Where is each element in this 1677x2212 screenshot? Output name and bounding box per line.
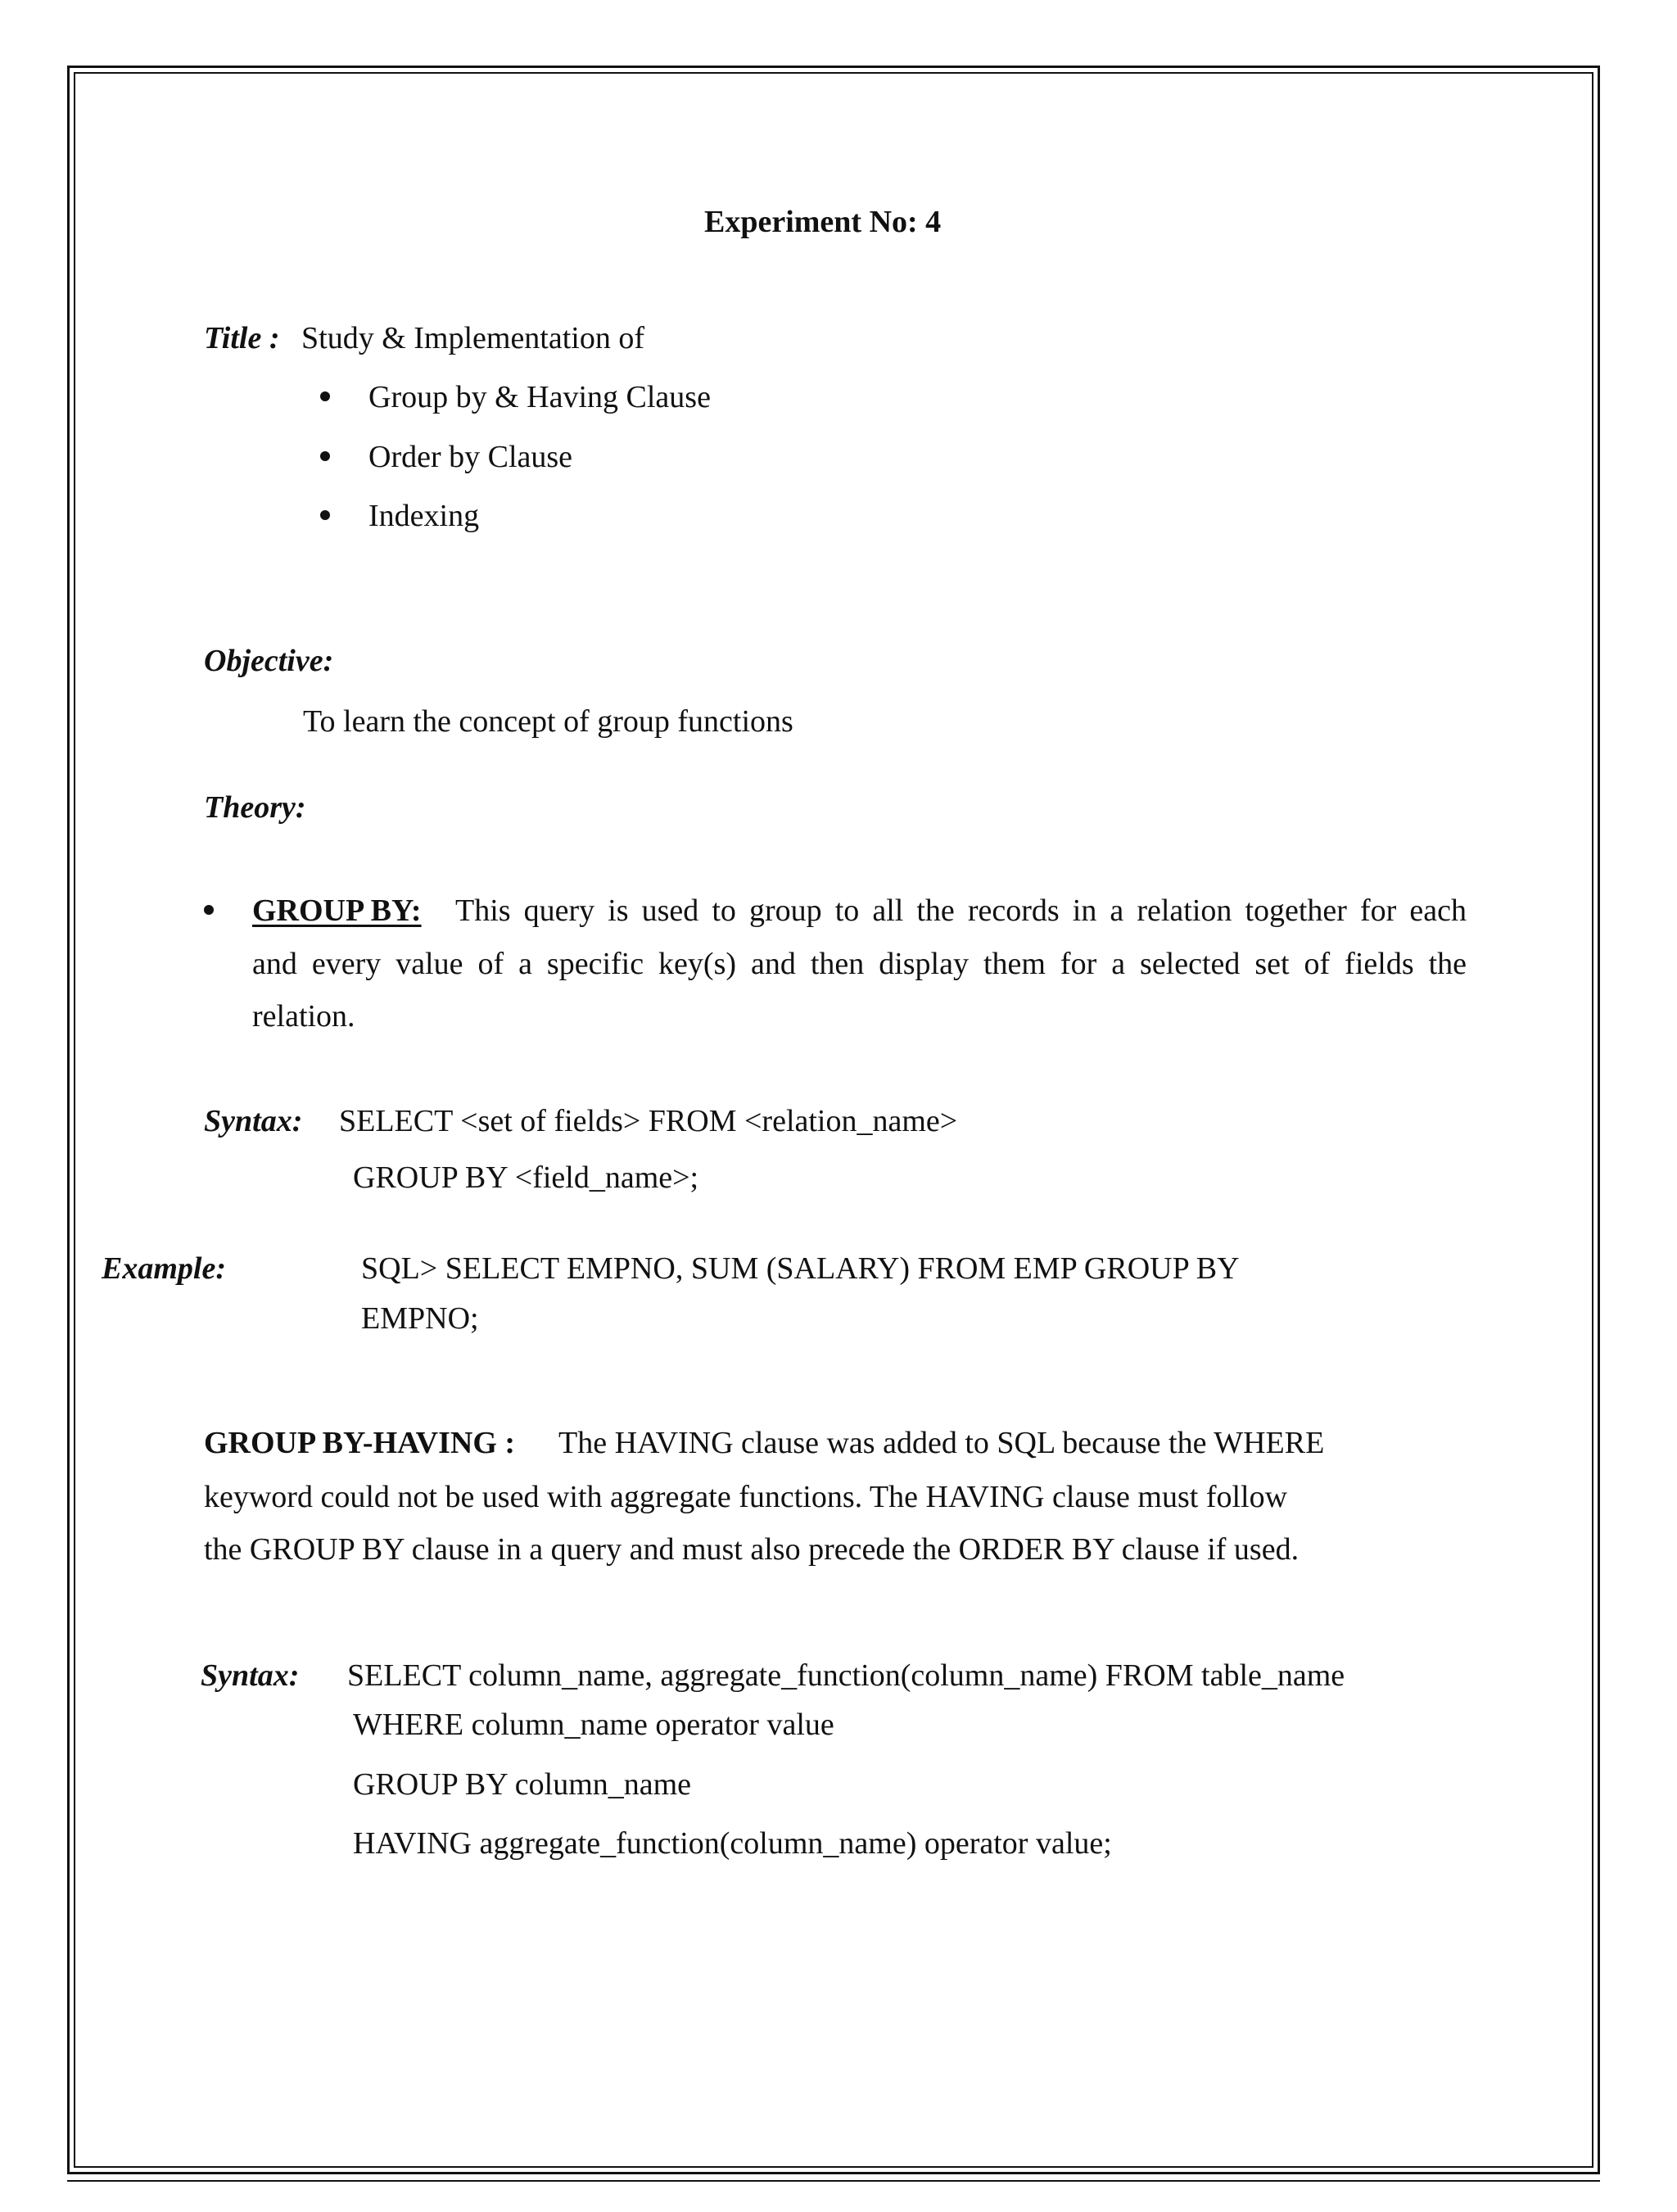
example-code-line: SQL> SELECT EMPNO, SUM (SALARY) FROM EMP GROUP BY [361,1251,1240,1286]
title-label: Title : [204,321,280,355]
title-text: Study & Implementation of [301,321,645,355]
title-item: Indexing [368,499,480,533]
bullet-icon [320,391,330,401]
group-by-having-syntax-line: SELECT column_name, aggregate_function(column_name) FROM table_name [347,1658,1345,1693]
group-by-having-syntax-line: WHERE column_name operator value [353,1708,834,1742]
title-item: Order by Clause [368,440,573,474]
group-by-desc-line: This query is used to group to all the records in a relation together for each [455,893,1467,928]
objective-text: To learn the concept of group functions [303,704,793,739]
group-by-having-term: GROUP BY-HAVING : [204,1426,516,1460]
group-by-syntax-label: Syntax: [204,1104,303,1138]
example-code-line: EMPNO; [361,1301,479,1336]
group-by-desc-line: and every value of a specific key(s) and then display them for a selected set of fields the [252,947,1467,981]
group-by-syntax-line: SELECT <set of fields> FROM <relation_name> [339,1104,958,1138]
group-by-having-syntax-line: GROUP BY column_name [353,1767,692,1802]
group-by-desc-line: relation. [252,999,355,1034]
group-by-having-desc-line: the GROUP BY clause in a query and must also precede the ORDER BY clause if used. [204,1532,1300,1567]
experiment-heading: Experiment No: 4 [704,205,942,239]
group-by-term: GROUP BY: [252,893,422,928]
bullet-icon [320,451,330,461]
group-by-having-syntax-line: HAVING aggregate_function(column_name) operator value; [353,1826,1112,1861]
bullet-icon [204,905,214,915]
group-by-syntax-line: GROUP BY <field_name>; [353,1160,699,1195]
example-label: Example: [102,1251,226,1286]
theory-label: Theory: [204,790,306,825]
bullet-icon [320,510,330,520]
page-bottom-rule [67,2180,1600,2182]
objective-label: Objective: [204,644,334,678]
group-by-having-syntax-label: Syntax: [201,1658,300,1693]
group-by-having-desc-line: The HAVING clause was added to SQL because the WHERE [558,1426,1325,1460]
group-by-having-desc-line: keyword could not be used with aggregate functions. The HAVING clause must follow [204,1480,1288,1514]
title-item: Group by & Having Clause [368,380,711,414]
